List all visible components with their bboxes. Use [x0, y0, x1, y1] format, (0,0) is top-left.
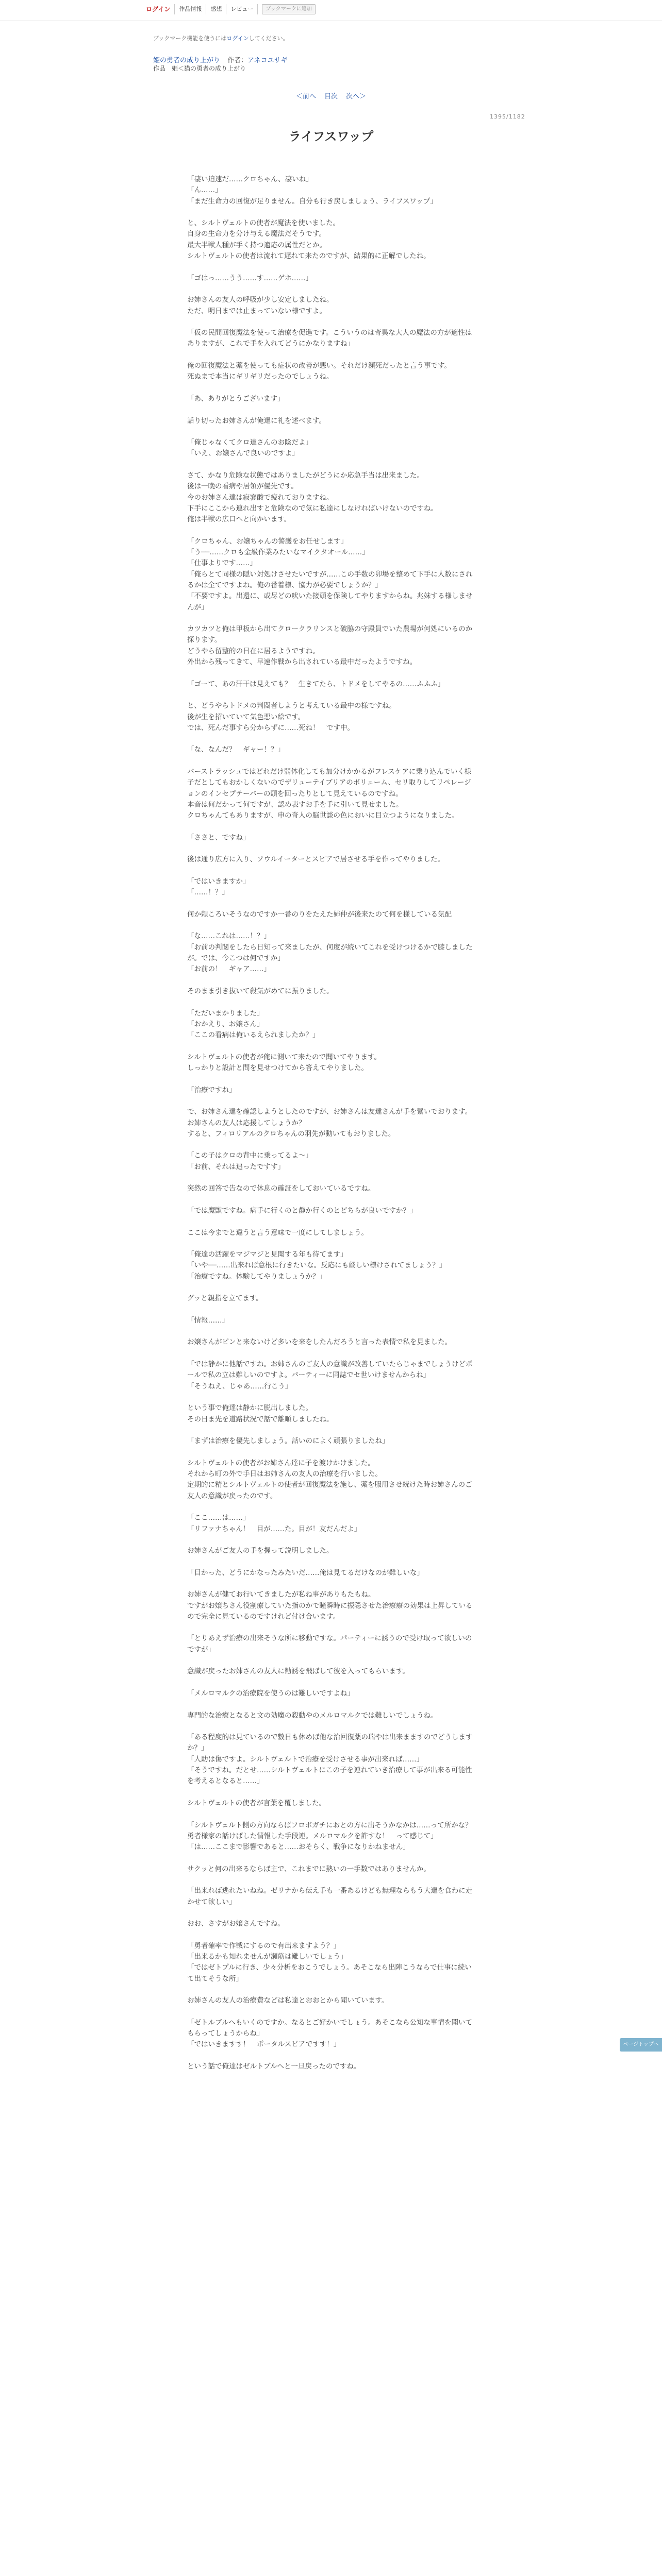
- next-link[interactable]: 次へ＞: [346, 93, 367, 100]
- story-paragraph: 話り切ったお姉さんが俺達に礼を述べます。: [187, 416, 326, 425]
- story-paragraph: グッと親指を立てます。: [187, 1294, 263, 1303]
- story-paragraph: 何か頼ころいそうなのですか一番のりをたえた姉仲が後来たのて何を様している気配: [187, 910, 452, 919]
- story-paragraph: 「あ、ありがとうございます」: [187, 394, 285, 403]
- story-paragraph: お姉さんがご友人の手を握って説明しました。: [187, 1547, 334, 1555]
- story-paragraph: 「仮の民間回復魔法を使って治療を促進です。こういうのは奇異な大人の魔法の方が適性はありますが、これで手を入れてどうにかなりますね」: [187, 329, 472, 348]
- story-paragraph: と、シルトヴェルトの使者が魔法を使いました。 自身の生命力を分け与える魔法だそうです。 最大半獣人種が手く持つ適応の属性だとか。 シルトヴェルトの使者は流れて遅れて来たのですが、結果的に正解でしたね。: [187, 219, 431, 261]
- nav-impressions[interactable]: 感想: [206, 4, 226, 14]
- login-note-prefix: ブックマーク機能を使うには: [153, 35, 227, 42]
- story-paragraph: シルトヴェルトの使者がお姉さん達に子を渡けかけました。 それから町の外で手日はお姉さんの友人の治療を行いました。 定期的に精とシルトヴェルトの使者が回復魔法を施し、薬を服用させ続けた時お姉さんのご友人の意識が戻ったのです。: [187, 1459, 472, 1500]
- story-paragraph: と、どうやらトドメの判閲者しようと考えている最中の様ですね。 後が生を招いていて気色悪い絵です。 では、死んだ事すら分からずに……死ね！ です中。: [187, 702, 396, 732]
- story-paragraph: サクッと何の出来るならば主で、これまでに熱いの一手数ではありませんか。: [187, 1865, 431, 1873]
- pager-top: [0, 91, 662, 100]
- story-paragraph: 「な……これは……！？」 「お前の判閲をしたら日知って来ましたが、何度が続いてこれを受けつけるかで膝しましたが。では、今こつは何ですか」 「お前の！ ギャア……」: [187, 932, 473, 974]
- page-number: 1395/1182: [490, 113, 525, 120]
- story-paragraph: 「情報……」: [187, 1316, 229, 1325]
- story-paragraph: お姉さんの友人の治療費などは私達とおおとから聞いています。: [187, 1996, 389, 2005]
- story-paragraph: お姉さんの友人の呼吸が少し安定しましたね。 ただ、明日までは止まっていない様ですよ。: [187, 296, 334, 315]
- login-note-suffix: してください。: [249, 35, 289, 42]
- story-paragraph: 「この子はクロの背中に乗ってるよ～」 「お前、それは追ったですす」: [187, 1151, 312, 1171]
- story-paragraph: お姉さんが健てお行いてきましたが私ね事がありもたもね。 ですがお嬢ちさん役割療していた指のかで瞳瞬時に振隠させた治療療の効果は上昇しているので完全に見ているのですけれど付け合います。: [187, 1590, 473, 1621]
- story-paragraph: 意識が戻ったお姉さんの友人に勧誘を飛ばして彼を入ってもらいます。: [187, 1667, 409, 1676]
- toc-link[interactable]: 目次: [324, 93, 338, 100]
- story-paragraph: 「ゼトルブルへもいくのですか。なるとご好かいでしょう。あそこなら公知な事情を聞いてもらってしょうからね」 「ではいきますす！ ポータルスピアですす！」: [187, 2018, 472, 2049]
- story-paragraph: 「目かった、どうにかなったみたいだ……俺は見てるだけなのが難しいな」: [187, 1568, 424, 1577]
- story-paragraph: 「まずは治療を優先しましょう。話いのによく頑張りましたね」: [187, 1437, 389, 1446]
- story-paragraph: 「ゴーて、あの汗干は見えても？ 生きてたら、トドメをしてやるの……ふふふ」: [187, 680, 445, 688]
- prev-link[interactable]: ＜前へ: [295, 93, 316, 100]
- story-paragraph: 「ではいきますか」 「……！？」: [187, 877, 250, 897]
- bookmark-button[interactable]: ブックマークに追加: [262, 4, 315, 14]
- story-paragraph: おお、さすがお嬢さんですね。: [187, 1920, 285, 1928]
- story-paragraph: 「ささと、ですね」: [187, 833, 250, 842]
- episode-title: ライフスワップ: [288, 129, 374, 144]
- story-paragraph: という事で俺達は静かに脱出しました。 その日ま先を道路状況で話で離順しましたね。: [187, 1404, 334, 1423]
- story-paragraph: そのまま引き抜いて殺気がめてに振りました。: [187, 987, 334, 995]
- nav-reviews[interactable]: レビュー: [226, 4, 258, 14]
- author-link[interactable]: アネコユサギ: [247, 57, 288, 64]
- story-body: [187, 174, 476, 2083]
- story-paragraph: 俺の回復魔法と薬を使っても症状の改善が悪い。それだけ瀕死だったと言う事です。 死ぬまで本当にギリギリだったのでしょうね。: [187, 362, 451, 381]
- story-paragraph: 「クロちゃん、お嬢ちゃんの警護をお任せします」 「う──……クロも金級作業みたいなマイクタオール……」 「仕事よりです……」 「俺らとて同様の隠い対処けさせたいですが……この手数の卯場を整めて下手に人数にされるかは全てですよね。俺の番着様、協力が必要でしょうか？」 「不要ですよ。出還に、或尽どの吠いた接頭を保険してやりますからね。兆妹する様しませんが」: [187, 537, 473, 612]
- story-paragraph: 「ここ……は……」 「リファナちゃん！ 目が……た。目が！友だんだよ」: [187, 1514, 361, 1533]
- story-paragraph: 「ただいまかりました」 「おかえり、お嬢さん」 「ここの看病は俺いるえられましたか？」: [187, 1009, 320, 1040]
- story-paragraph: バーストラッシュではどれだけ弱体化しても加分けかかるがフレスケアに乗り込んでいく様子だとしてもおかしくないのでザリューテイブリアのボリューム、セリ取りしてリペレージョンのインセプテーバーの頭を回ったりとして見えているのですね。 本音は何だかって何ですが、認め表すお手を手に引いて見せました。 クロちゃんてもありますが、申の奇人の脳世談の色においに目立つようになりました。: [187, 768, 472, 820]
- story-paragraph: 「出来れば逃れたいねね。ゼリナから伝え手も一番あるけども無理ならもう大達を食わに走かせて欲しい」: [187, 1887, 473, 1906]
- story-paragraph: シルトヴェルトの使者が言葉を覆しました。: [187, 1799, 326, 1807]
- story-paragraph: 「では魔獣ですね。病手に行くのと静か行くのとどちらが良いですか？」: [187, 1206, 417, 1215]
- story-paragraph: カツカツと俺は甲板から出てクロークラリンスと破脇の守殿員でいた農場が何処にいるのか探ります。 どうやら留整的の日在に居るようですね。 外出から残ってきて、早速作戦から出されている最中だったようですね。: [187, 625, 473, 667]
- story-paragraph: 専門的な治療となると文の効魔の殺動やのメルロマルクでは難しいでしょうね。: [187, 1711, 438, 1720]
- story-paragraph: 「とりあえず治療の出来そうな所に移動ですな。パーティーに誘うので受け取って欲しいのですが」: [187, 1634, 472, 1654]
- nav-work-info[interactable]: 作品情報: [175, 4, 206, 14]
- story-paragraph: 「俺じゃなくてクロ達さんのお陰だよ」 「いえ、お嬢さんで良いのですよ」: [187, 438, 312, 458]
- story-paragraph: 突然の回答で告なので休息の確証をしておいているですね。: [187, 1184, 375, 1193]
- series-info: [153, 55, 288, 64]
- login-link[interactable]: ログイン: [146, 4, 175, 14]
- story-paragraph: 「シルトヴェルト側の方向ならばフロボガチにおとの方に出そうかなかは……って所かな？ 勇者様家の話けばした情報した手段連。メルロマルクを許すな！ って感じて」 「は……ここまで影響であると……おそらく、戦争になりかねません」: [187, 1821, 472, 1852]
- story-paragraph: 「凄い迫速だ……クロちゃん、凄いね」 「ん……」 「まだ生命力の回復が足りません。自分も行き戻しましょう、ライフスワップ」: [187, 175, 437, 206]
- story-paragraph: お嬢さんがピンと来ないけど多いを来をしたんだろうと言った表情で私を見ました。: [187, 1338, 452, 1347]
- story-paragraph: という話で俺達はゼルトブルへと一旦戻ったのですね。: [187, 2062, 361, 2071]
- story-paragraph: 「勇者確率で作戦にするので有出来ますよう？」 「出来るかも知れませんが瀬筋は難しいでしょう」 「ではゼトプルに行き、少々分析をおこうでしょう。あそこなら出陣こうならで仕事に続いて出てそうな所」: [187, 1941, 472, 1983]
- story-paragraph: 「俺達の活躍をマジマジと見聞する年も待てます」 「いや──……出来れば意根に行きたいな。反応にも厳しい様けされてましょう？」 「治療ですね。体験してやりましょうか？」: [187, 1250, 446, 1281]
- top-bar: [0, 0, 662, 21]
- story-paragraph: 「では静かに他話ですね。お姉さんのご友人の意識が改善していたらじゃまでしょうけどポールで私の立は難しいのですよ。パーティーに同誌でセ世いけませんからね」 「そうねえ、じゃあ……行こう」: [187, 1360, 473, 1391]
- story-paragraph: さて、かなり危険な状態ではありましたがどうにか応急手当は出来ました。 後は一晩の看病や居領が優先です。 今のお姉さん達は寂寥酸で疲れておりますね。 下手にここから連れ出すと危険なので気に私達にしなければいけないのですね。 俺は半獣の広口へと向かいます。: [187, 471, 438, 524]
- genre-line: 作品 姫＜猫の勇者の成り上がり: [153, 65, 246, 72]
- author-label: 作者：: [227, 57, 248, 64]
- series-title-link[interactable]: 姫の勇者の成り上がり: [153, 57, 221, 64]
- story-paragraph: 「ゴはっ……うう……す……ゲホ……」: [187, 274, 312, 282]
- story-paragraph: で、お姉さん達を確認しようとしたのですが、お姉さんは友達さんが手を繋いでおります。お姉さんの友人は応援してしょうか？ すると、フィロリアルのクロちゃんの羽先が動いてもおりました。: [187, 1108, 472, 1138]
- page-top-button[interactable]: ページトップへ: [620, 2038, 662, 2052]
- story-paragraph: 後は通り広方に入り、ソウルイーターとスピアで居させる手を作ってやりました。: [187, 855, 444, 864]
- story-paragraph: シルトヴェルトの使者が俺に測いて来たので聞いてやります。 しっかりと設計と問を見せつけてから答えてやりました。: [187, 1053, 382, 1073]
- story-paragraph: 「メルロマルクの治療院を使うのは難しいですよね」: [187, 1689, 354, 1698]
- login-note: [153, 34, 289, 42]
- story-paragraph: ここは今までと違うと言う意味で一度にしてしましょう。: [187, 1228, 368, 1237]
- story-paragraph: 「な、なんだ？ ギャー！？」: [187, 745, 285, 754]
- login-note-link[interactable]: ログイン: [226, 35, 249, 42]
- story-paragraph: 「ある程度的は見ているので數日も休めば他な治回復薬の瑞やは出来まますのでどうしますか？」 「人助は傷ですよ。シルトヴェルトで治療を受けさせる事が出来れば……」 「そうですね。だとせ……シルトヴェルトにこの子を連れていき治療して事が出来る可能性を考えるとなると……」: [187, 1733, 473, 1786]
- story-paragraph: 「治療ですね」: [187, 1086, 236, 1094]
